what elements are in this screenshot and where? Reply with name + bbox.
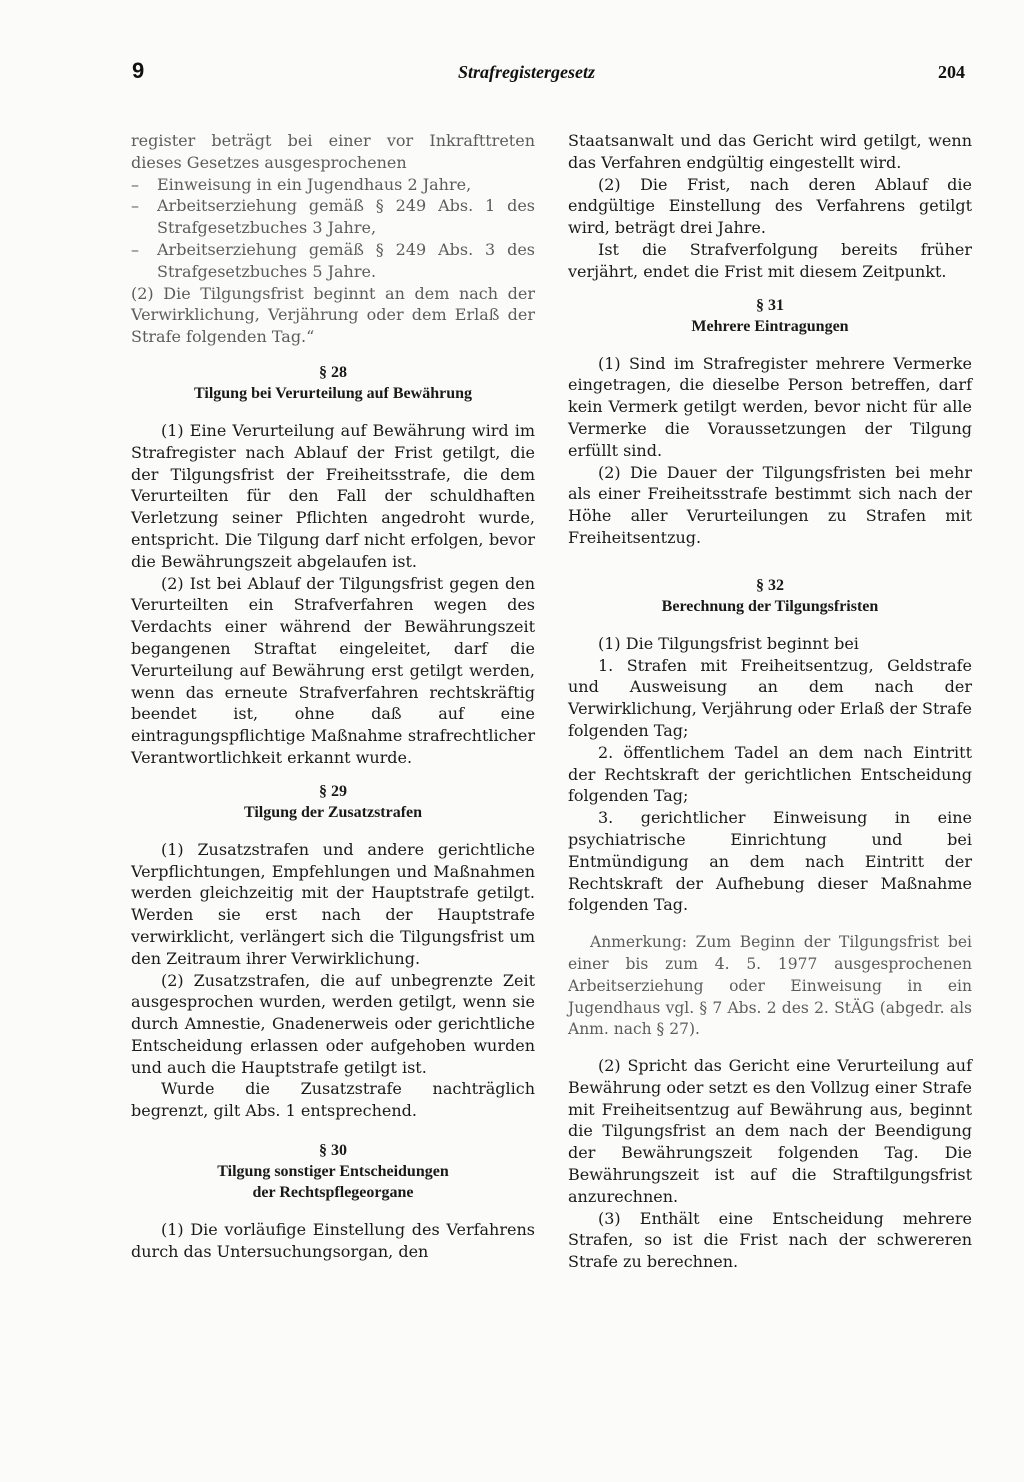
paragraph: (2) Die Dauer der Tilgungsfristen bei mehr als einer Freiheitsstrafe bestimmt sich nach der Höhe aller Verurteilungen zu Strafen mit Freiheitsentzug. bbox=[568, 462, 972, 547]
list-item: 3. gerichtlicher Einweisung in eine psychiatrische Einrichtung und bei Entmündigung an dem nach Eintritt der Rechtskraft der Aufhebung dieser Maßnahme folgenden Tag. bbox=[568, 808, 972, 915]
page-number: 204 bbox=[938, 62, 965, 82]
section-number: § 30 bbox=[319, 1142, 347, 1160]
chapter-number: 9 bbox=[132, 58, 145, 83]
paragraph: (2) Zusatzstrafen, die auf unbegrenzte Zeit ausgesprochen wurden, werden getilgt, wenn sie durch Amnestie, Gnadenerweis oder gerichtliche Entscheidung erlassen oder aufgehoben wurden und auch die Hauptstrafe getilgt ist. bbox=[131, 970, 535, 1077]
paragraph: Ist die Strafverfolgung bereits früher verjährt, endet die Frist mit diesem Zeitpunkt. bbox=[568, 239, 972, 281]
section-title: Berechnung der Tilgungsfristen bbox=[661, 597, 879, 615]
section-number: § 32 bbox=[756, 576, 784, 594]
paragraph: (1) Die Tilgungsfrist beginnt bei bbox=[598, 633, 859, 653]
list-item: – Einweisung in ein Jugendhaus 2 Jahre, bbox=[131, 174, 472, 194]
list-item: – Arbeitserziehung gemäß § 249 Abs. 3 des Strafgesetzbuches 5 Jahre. bbox=[131, 239, 535, 281]
paragraph: Wurde die Zusatzstrafe nachträglich begrenzt, gilt Abs. 1 entsprechend. bbox=[131, 1079, 535, 1121]
continued-paragraph: Staatsanwalt und das Gericht wird getilgt, wenn das Verfahren endgültig eingestellt wird. bbox=[568, 131, 972, 172]
section-number: § 29 bbox=[319, 782, 347, 800]
paragraph: (2) Ist bei Ablauf der Tilgungsfrist gegen den Verurteilten ein Strafverfahren wegen des Verdachts einer während der Bewährungszeit begangenen Straftat eingeleitet, darf die Verurteilung auf Bewährung erst getilgt werden, wenn das erneute Strafverfahren rechtskräftig beendet ist, ohne daß auf eine eintragungspflichtige Maßnahme strafrechtlicher Verantwortlichkeit erkannt wurde. bbox=[131, 573, 535, 767]
section-number: § 28 bbox=[319, 363, 347, 381]
left-column bbox=[131, 130, 535, 1263]
right-column bbox=[568, 130, 972, 1273]
section-title: Tilgung der Zusatzstrafen bbox=[243, 803, 423, 821]
list-item: 2. öffentlichem Tadel an dem nach Eintritt der Rechtskraft der gerichtlichen Entscheidung folgenden Tag; bbox=[568, 742, 972, 806]
running-title: Strafregistergesetz bbox=[458, 62, 595, 82]
list-item: 1. Strafen mit Freiheitsentzug, Geldstrafe und Ausweisung an dem nach der Verwirklichung, Verjährung oder Erlaß der Strafe folgenden Tag; bbox=[568, 655, 972, 740]
paragraph: (2) Spricht das Gericht eine Verurteilung auf Bewährung oder setzt es den Vollzug einer Strafe mit Freiheitsentzug auf Bewährung aus, beginnt die Tilgungsfrist an dem nach der Beendigung der Bewährungszeit folgenden Tag. Die Bewährungszeit ist auf die Straftilgungsfrist anzurechnen. bbox=[568, 1056, 972, 1206]
paragraph: (1) Zusatzstrafen und andere gerichtliche Verpflichtungen, Empfehlungen und Maßnahmen werden gleichzeitig mit der Hauptstrafe getilgt. Werden sie erst nach der Hauptstrafe verwirklicht, verlängert sich die Tilgungsfrist um den Zeitraum ihrer Verwirklichung. bbox=[131, 839, 535, 968]
paragraph: (1) Sind im Strafregister mehrere Vermerke eingetragen, die dieselbe Person betreffen, darf kein Vermerk getilgt werden, bevor nicht für alle Vermerke die Voraussetzungen der Tilgung erfüllt sind. bbox=[568, 353, 972, 460]
annotation-note: Anmerkung: Zum Beginn der Tilgungsfrist bei einer bis zum 4. 5. 1977 ausgesprochenen Arbeitserziehung oder Einweisung in ein Jugendhaus vgl. § 7 Abs. 2 des 2. StÄG (abgedr. als Anm. nach § 27). bbox=[568, 933, 972, 1039]
paragraph: (2) Die Tilgungsfrist beginnt an dem nach der Verwirklichung, Verjährung oder dem Erlaß der Strafe folgenden Tag.“ bbox=[131, 283, 535, 347]
paragraph: (1) Die vorläufige Einstellung des Verfahrens durch das Untersuchungsorgan, den bbox=[131, 1220, 535, 1261]
continued-paragraph: register beträgt bei einer vor Inkrafttreten dieses Gesetzes ausgesprochenen bbox=[131, 131, 535, 172]
paragraph: (1) Eine Verurteilung auf Bewährung wird im Strafregister nach Ablauf der Frist getilgt, die der Tilgungsfrist der Freiheitsstrafe, die dem Verurteilten für den Fall der schuldhaften Verletzung seiner Pflichten angedroht wurde, entspricht. Die Tilgung darf nicht erfolgen, bevor die Bewährungszeit abgelaufen ist. bbox=[131, 420, 535, 571]
section-title: Tilgung sonstiger Entscheidungen bbox=[217, 1163, 449, 1181]
list-item: – Arbeitserziehung gemäß § 249 Abs. 1 des Strafgesetzbuches 3 Jahre, bbox=[131, 196, 535, 238]
section-title: Mehrere Eintragungen bbox=[691, 317, 849, 335]
section-number: § 31 bbox=[756, 296, 784, 314]
paragraph: (2) Die Frist, nach deren Ablauf die endgültige Einstellung des Verfahrens getilgt wird, beträgt drei Jahre. bbox=[568, 174, 972, 238]
section-title: Tilgung bei Verurteilung auf Bewährung bbox=[194, 384, 472, 402]
paragraph: (3) Enthält eine Entscheidung mehrere Strafen, so ist die Frist nach der schwereren Strafe zu berechnen. bbox=[568, 1208, 972, 1272]
section-title: der Rechtspflegeorgane bbox=[252, 1184, 414, 1202]
